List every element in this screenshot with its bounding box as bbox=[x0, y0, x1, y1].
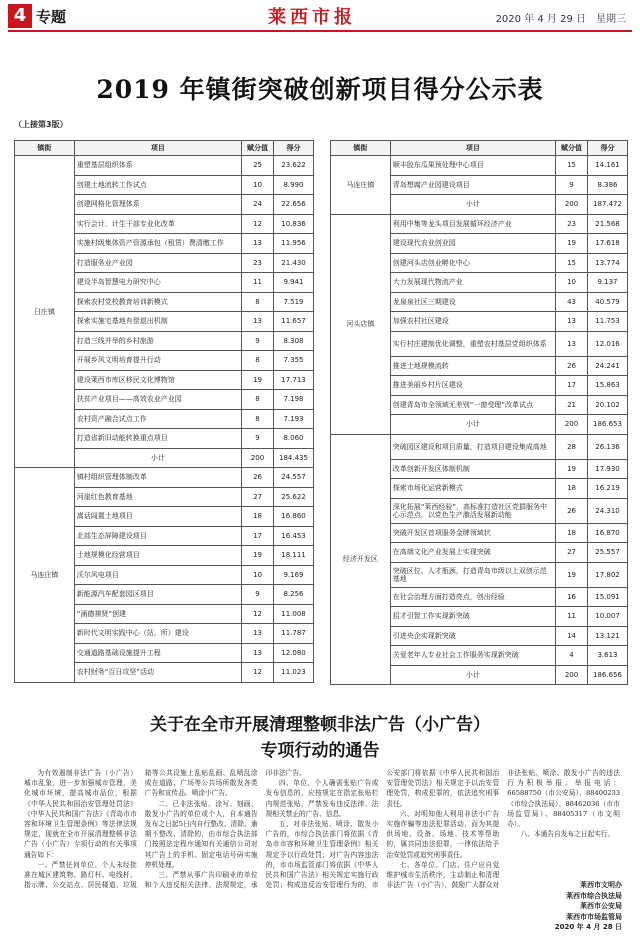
subtotal-label: 小计 bbox=[390, 415, 555, 435]
notice-paragraph: 八、本通告自发布之日起实行。 bbox=[520, 830, 615, 839]
project-cell: 农村资产融合试点工作 bbox=[74, 409, 241, 429]
score-cell: 22.656 bbox=[274, 195, 314, 215]
score-cell: 24.557 bbox=[274, 468, 314, 488]
column-header: 得分 bbox=[274, 141, 314, 156]
score-cell: 18.111 bbox=[274, 546, 314, 566]
project-cell: 探索实施宅基地有偿退出机制 bbox=[74, 312, 241, 332]
table-row bbox=[15, 468, 314, 488]
score-cell: 20.102 bbox=[588, 395, 628, 415]
assigned-value-cell: 13 bbox=[556, 331, 588, 356]
score-cell: 10.836 bbox=[274, 214, 314, 234]
assigned-value-cell: 10 bbox=[242, 565, 274, 585]
project-cell: 在高端文化产业发展上实现突破 bbox=[390, 543, 555, 563]
score-cell: 26.136 bbox=[588, 434, 628, 459]
score-cell: 7.193 bbox=[274, 409, 314, 429]
signer-line: 2020 年 4 月 28 日 bbox=[554, 923, 622, 931]
assigned-value-cell: 4 bbox=[556, 646, 588, 666]
score-cell: 23.622 bbox=[274, 156, 314, 176]
assigned-value-cell: 12 bbox=[242, 604, 274, 624]
subtotal-assigned: 200 bbox=[556, 415, 588, 435]
notice-paragraph: 二、已非法张贴、涂写、刻画、散发小广告的单位或个人，自本通告发布之日起5日内自行整改、清除。逾期不整改、清除的，由市综合执法部门按照法定程序通知有关通信公司对其广告上的手机、固定电话号码实施停机处理。 bbox=[144, 799, 258, 869]
score-cell: 9.941 bbox=[274, 273, 314, 293]
score-cell: 11.753 bbox=[588, 312, 628, 332]
subtotal-label: 小计 bbox=[390, 195, 555, 215]
project-cell: 镇村组织管理体制改革 bbox=[74, 468, 241, 488]
assigned-value-cell: 27 bbox=[242, 487, 274, 507]
notice-paragraph: 五、对非法张贴、喷涂、散发小广告的，市综合执法部门将依据《青岛市市容和环境卫生管理条例》相关规定予以行政处罚；对广告内容违法的，市市场监管部门将依据《中华人民共和国广告法》相关规定实施行政处罚；构成违反治安管理行为的，市公安部门将依据《中华人民共和国治安管理处罚法》相关规定予以治安管理处罚，构成犯罪的，依法追究刑事责任。 bbox=[265, 769, 500, 890]
assigned-value-cell: 43 bbox=[556, 292, 588, 312]
score-cell: 17.802 bbox=[588, 562, 628, 587]
project-cell: 顺丰胶东瓜果预处理中心项目 bbox=[390, 156, 555, 176]
project-cell: 北部生态屏障建设项目 bbox=[74, 526, 241, 546]
notice-paragraph: 一、严禁任何单位、个人未经批准在城区建筑物、路灯杆、电线杆、指示牌、公交站点、居民楼道、垃圾箱等公共设施上乱贴乱画、乱喷乱涂或在道路、广场等公共场所散发各类广告和宣传品、喷涂小广告。 bbox=[24, 769, 258, 890]
score-cell: 12.016 bbox=[588, 331, 628, 356]
score-cell: 15.863 bbox=[588, 376, 628, 396]
assigned-value-cell: 18 bbox=[242, 507, 274, 527]
subtotal-assigned: 200 bbox=[556, 195, 588, 215]
masthead-logo: 莱西市报 bbox=[268, 7, 356, 28]
subtotal-label: 小计 bbox=[74, 448, 241, 468]
project-cell: 农村财务“百日攻坚”活动 bbox=[74, 663, 241, 683]
project-cell: 实行会计、计生干部专业化改革 bbox=[74, 214, 241, 234]
assigned-value-cell: 26 bbox=[556, 356, 588, 376]
assigned-value-cell: 8 bbox=[242, 390, 274, 410]
score-cell: 8.990 bbox=[274, 175, 314, 195]
score-cell: 11.787 bbox=[274, 624, 314, 644]
column-header: 项目 bbox=[74, 141, 241, 156]
page-header bbox=[0, 0, 640, 32]
score-cell: 8.386 bbox=[588, 175, 628, 195]
score-cell: 17.618 bbox=[588, 234, 628, 254]
assigned-value-cell: 15 bbox=[556, 156, 588, 176]
project-cell: 重塑基层组织体系 bbox=[74, 156, 241, 176]
score-cell: 7.519 bbox=[274, 292, 314, 312]
score-cell: 7.355 bbox=[274, 351, 314, 371]
assigned-value-cell: 18 bbox=[556, 479, 588, 499]
project-cell: 河崖红色教育基地 bbox=[74, 487, 241, 507]
score-cell: 10.007 bbox=[588, 607, 628, 627]
project-cell: 深化拓展“莱西经验”，高标准打造社区党群服务中心示范点，以党色生产激活发展新动能 bbox=[390, 498, 555, 523]
subtotal-score: 187.472 bbox=[588, 195, 628, 215]
town-cell: 马连庄镇 bbox=[331, 156, 391, 215]
project-cell: 加强农村社区建设 bbox=[390, 312, 555, 332]
subtotal-assigned: 200 bbox=[242, 448, 274, 468]
table-row bbox=[331, 434, 628, 459]
assigned-value-cell: 9 bbox=[242, 331, 274, 351]
table-row bbox=[331, 214, 628, 234]
project-cell: 龙泉泉社区三期建设 bbox=[390, 292, 555, 312]
score-cell: 7.198 bbox=[274, 390, 314, 410]
project-cell: 实行村庄建制优化调整，重塑农村基层党组织体系 bbox=[390, 331, 555, 356]
project-cell: 建设莱西市库区移民文化博物馆 bbox=[74, 370, 241, 390]
score-cell: 13.774 bbox=[588, 253, 628, 273]
project-cell: 扶贫产业项目——高效农业产业园 bbox=[74, 390, 241, 410]
project-cell: 新能源汽车配套园区项目 bbox=[74, 585, 241, 605]
score-cell: 17.713 bbox=[274, 370, 314, 390]
score-cell: 16.870 bbox=[588, 523, 628, 543]
project-cell: 嵩话闾置土地项目 bbox=[74, 507, 241, 527]
table-row bbox=[15, 156, 314, 176]
subtotal-score: 184.435 bbox=[274, 448, 314, 468]
assigned-value-cell: 15 bbox=[556, 253, 588, 273]
notice-paragraph: 三、严禁从事广告印刷业的单位和个人违反相关法律、法规规定，承印非法广告。 bbox=[144, 769, 306, 890]
column-header: 项目 bbox=[390, 141, 555, 156]
assigned-value-cell: 19 bbox=[242, 546, 274, 566]
score-cell: 8.308 bbox=[274, 331, 314, 351]
issue-date: 2020 年 4 月 29 日 星期三 bbox=[495, 14, 626, 25]
continued-note: （上接第3版） bbox=[14, 120, 68, 129]
assigned-value-cell: 10 bbox=[242, 175, 274, 195]
score-cell: 11.956 bbox=[274, 234, 314, 254]
table-header-row bbox=[331, 141, 628, 156]
assigned-value-cell: 19 bbox=[242, 370, 274, 390]
score-cell: 11.657 bbox=[274, 312, 314, 332]
assigned-value-cell: 12 bbox=[242, 663, 274, 683]
table-row bbox=[331, 156, 628, 176]
project-cell: 在社会治理方面打造亮点，创出经验 bbox=[390, 587, 555, 607]
page-title: 2019 年镇街突破创新项目得分公示表 bbox=[96, 75, 544, 104]
assigned-value-cell: 11 bbox=[242, 273, 274, 293]
project-cell: 大力发展现代物流产业 bbox=[390, 273, 555, 293]
project-cell: 创建河头店创业孵化中心 bbox=[390, 253, 555, 273]
project-cell: 推进土地规模流转 bbox=[390, 356, 555, 376]
assigned-value-cell: 13 bbox=[242, 624, 274, 644]
project-cell: 打造服务业产业园 bbox=[74, 253, 241, 273]
project-cell: 青岛想腐产业园建设项目 bbox=[390, 175, 555, 195]
project-cell: 突破开发区首项服务金牌领域状 bbox=[390, 523, 555, 543]
score-cell: 15.091 bbox=[588, 587, 628, 607]
score-cell: 16.219 bbox=[588, 479, 628, 499]
project-cell: 新时代文明实践中心（站、所）建设 bbox=[74, 624, 241, 644]
project-cell: 突破园区建设和项目质量，打造项目建设集成高地 bbox=[390, 434, 555, 459]
score-cell: 12.080 bbox=[274, 643, 314, 663]
score-cell: 14.161 bbox=[588, 156, 628, 176]
score-table-left bbox=[14, 140, 314, 683]
town-cell: 日庄镇 bbox=[15, 156, 75, 468]
project-cell: 建设半岛智慧电力研究中心 bbox=[74, 273, 241, 293]
assigned-value-cell: 13 bbox=[242, 312, 274, 332]
column-header: 镇街 bbox=[331, 141, 391, 156]
project-cell: 实施村级集体资产资源承包（租赁）费清缴工作 bbox=[74, 234, 241, 254]
signer-line: 莱西市市场监管局 bbox=[566, 912, 622, 921]
score-cell: 16.453 bbox=[274, 526, 314, 546]
assigned-value-cell: 23 bbox=[242, 253, 274, 273]
project-cell: 创建网格化管理体系 bbox=[74, 195, 241, 215]
assigned-value-cell: 8 bbox=[242, 292, 274, 312]
signer-line: 莱西市文明办 bbox=[580, 881, 622, 889]
assigned-value-cell: 9 bbox=[242, 585, 274, 605]
score-cell: 13.121 bbox=[588, 626, 628, 646]
assigned-value-cell: 13 bbox=[242, 234, 274, 254]
score-cell: 21.568 bbox=[588, 214, 628, 234]
score-cell: 9.137 bbox=[588, 273, 628, 293]
score-cell: 9.169 bbox=[274, 565, 314, 585]
assigned-value-cell: 23 bbox=[556, 214, 588, 234]
assigned-value-cell: 12 bbox=[242, 214, 274, 234]
score-cell: 24.241 bbox=[588, 356, 628, 376]
notice-paragraph: 七、各单位、门店、住户应自觉维护城市生活秩序，主动制止和清理非法广告（小广告），鼓励广大群众对非法张贴、喷涂、散发小广告的违法行为积极举报。举报电话：66588750（市公安局）、88400233（市综合执法局）、88462036（市市场监管局）、88405317（市文明办）。 bbox=[386, 769, 620, 890]
assigned-value-cell: 26 bbox=[242, 468, 274, 488]
assigned-value-cell: 18 bbox=[556, 523, 588, 543]
score-table-right bbox=[330, 140, 628, 685]
signer-line: 莱西市公安局 bbox=[580, 902, 622, 910]
project-cell: 创建青岛市全领域无差别“一窗受理”改革试点 bbox=[390, 395, 555, 415]
assigned-value-cell: 24 bbox=[242, 195, 274, 215]
assigned-value-cell: 19 bbox=[556, 562, 588, 587]
column-header: 镇街 bbox=[15, 141, 75, 156]
assigned-value-cell: 8 bbox=[242, 351, 274, 371]
assigned-value-cell: 26 bbox=[556, 498, 588, 523]
score-cell: 11.023 bbox=[274, 663, 314, 683]
project-cell: 开展乡风文明培育提升行动 bbox=[74, 351, 241, 371]
subtotal-assigned: 200 bbox=[556, 665, 588, 685]
assigned-value-cell: 13 bbox=[556, 312, 588, 332]
project-cell: 创建土地流转工作试点 bbox=[74, 175, 241, 195]
score-cell: 17.930 bbox=[588, 459, 628, 479]
assigned-value-cell: 17 bbox=[556, 376, 588, 396]
subtotal-label: 小计 bbox=[390, 665, 555, 685]
assigned-value-cell: 27 bbox=[556, 543, 588, 563]
project-cell: 探索市场化运营新模式 bbox=[390, 479, 555, 499]
score-cell: 8.060 bbox=[274, 429, 314, 449]
project-cell: 利用中集等龙头项目发展循环经济产业 bbox=[390, 214, 555, 234]
signer-line: 莱西市综合执法局 bbox=[566, 891, 622, 900]
subtotal-score: 186.653 bbox=[588, 415, 628, 435]
assigned-value-cell: 9 bbox=[556, 175, 588, 195]
section-name: 专题 bbox=[36, 8, 67, 26]
town-cell: 河头店镇 bbox=[331, 214, 391, 434]
assigned-value-cell: 16 bbox=[556, 587, 588, 607]
notice-paragraph: 四、单位、个人确需张贴广告或发布信息的，应按规定在指定张贴栏内规范张贴，严禁发布违反法律、法规相关禁止的广告、信息。 bbox=[265, 779, 379, 818]
project-cell: 招才引智工作实现新突破 bbox=[390, 607, 555, 627]
assigned-value-cell: 21 bbox=[556, 395, 588, 415]
project-cell: 打造省新旧动能转换重点项目 bbox=[74, 429, 241, 449]
notice-body bbox=[24, 768, 620, 938]
column-header: 得分 bbox=[588, 141, 628, 156]
score-cell: 3.613 bbox=[588, 646, 628, 666]
assigned-value-cell: 17 bbox=[242, 526, 274, 546]
town-cell: 马连庄镇 bbox=[15, 468, 75, 683]
project-cell: 推进美丽乡村片区建设 bbox=[390, 376, 555, 396]
table-header-row bbox=[15, 141, 314, 156]
score-cell: 24.310 bbox=[588, 498, 628, 523]
score-cell: 11.008 bbox=[274, 604, 314, 624]
assigned-value-cell: 28 bbox=[556, 434, 588, 459]
assigned-value-cell: 19 bbox=[556, 234, 588, 254]
notice-title-line2: 专项行动的通告 bbox=[260, 741, 380, 761]
project-cell: 改革创新开发区体制机制 bbox=[390, 459, 555, 479]
assigned-value-cell: 25 bbox=[242, 156, 274, 176]
page-number: 4 bbox=[8, 4, 32, 28]
assigned-value-cell: 19 bbox=[556, 459, 588, 479]
project-cell: 沃尔风电项目 bbox=[74, 565, 241, 585]
project-cell: 打造三线并举的乡村旅游 bbox=[74, 331, 241, 351]
score-cell: 16.860 bbox=[274, 507, 314, 527]
column-header: 赋分值 bbox=[242, 141, 274, 156]
assigned-value-cell: 8 bbox=[242, 409, 274, 429]
notice-paragraph: 六、对明知他人利用非法小广告实施诈骗等违法犯罪活动，而为其提供场地、设备、场地、技术等帮助的，属共同违法犯罪，一律依法给予治安处罚或追究刑事责任。 bbox=[386, 809, 500, 859]
assigned-value-cell: 10 bbox=[556, 273, 588, 293]
column-header: 赋分值 bbox=[556, 141, 588, 156]
score-cell: 25.557 bbox=[588, 543, 628, 563]
project-cell: 突破区位、人才瓶颈，打造青岛市级以上双创示范基地 bbox=[390, 562, 555, 587]
notice-title bbox=[0, 712, 640, 764]
assigned-value-cell: 9 bbox=[242, 429, 274, 449]
project-cell: 建设现代农业创业园 bbox=[390, 234, 555, 254]
score-cell: 21.430 bbox=[274, 253, 314, 273]
project-cell: “涌德祺贤”创建 bbox=[74, 604, 241, 624]
score-cell: 40.579 bbox=[588, 292, 628, 312]
town-cell: 经济开发区 bbox=[331, 434, 391, 685]
assigned-value-cell: 13 bbox=[242, 643, 274, 663]
project-cell: 关爱老年人专业社会工作服务实现新突破 bbox=[390, 646, 555, 666]
header-rule bbox=[8, 30, 632, 32]
score-cell: 8.256 bbox=[274, 585, 314, 605]
project-cell: 土地规模化经营项目 bbox=[74, 546, 241, 566]
score-cell: 25.622 bbox=[274, 487, 314, 507]
project-cell: 引进央企实现新突破 bbox=[390, 626, 555, 646]
notice-signers bbox=[555, 880, 622, 933]
project-cell: 探索农村党校教育培训新模式 bbox=[74, 292, 241, 312]
assigned-value-cell: 11 bbox=[556, 607, 588, 627]
notice-paragraph: 为有效遏制非法广告（小广告）城市乱象，进一步加强城市管理，美化城市环境，提高城市品位，根据《中华人民共和国治安管理处罚法》《中华人民共和国广告法》《青岛市市容和环境卫生管理条例》等法律法规规定，现就在全市开展清理整顿非法广告（小广告）专项行动的有关事项通告如下： bbox=[24, 769, 137, 859]
subtotal-score: 186.656 bbox=[588, 665, 628, 685]
assigned-value-cell: 14 bbox=[556, 626, 588, 646]
project-cell: 交通道路基础设施提升工程 bbox=[74, 643, 241, 663]
notice-title-line1: 关于在全市开展清理整顿非法广告（小广告） bbox=[150, 715, 490, 735]
